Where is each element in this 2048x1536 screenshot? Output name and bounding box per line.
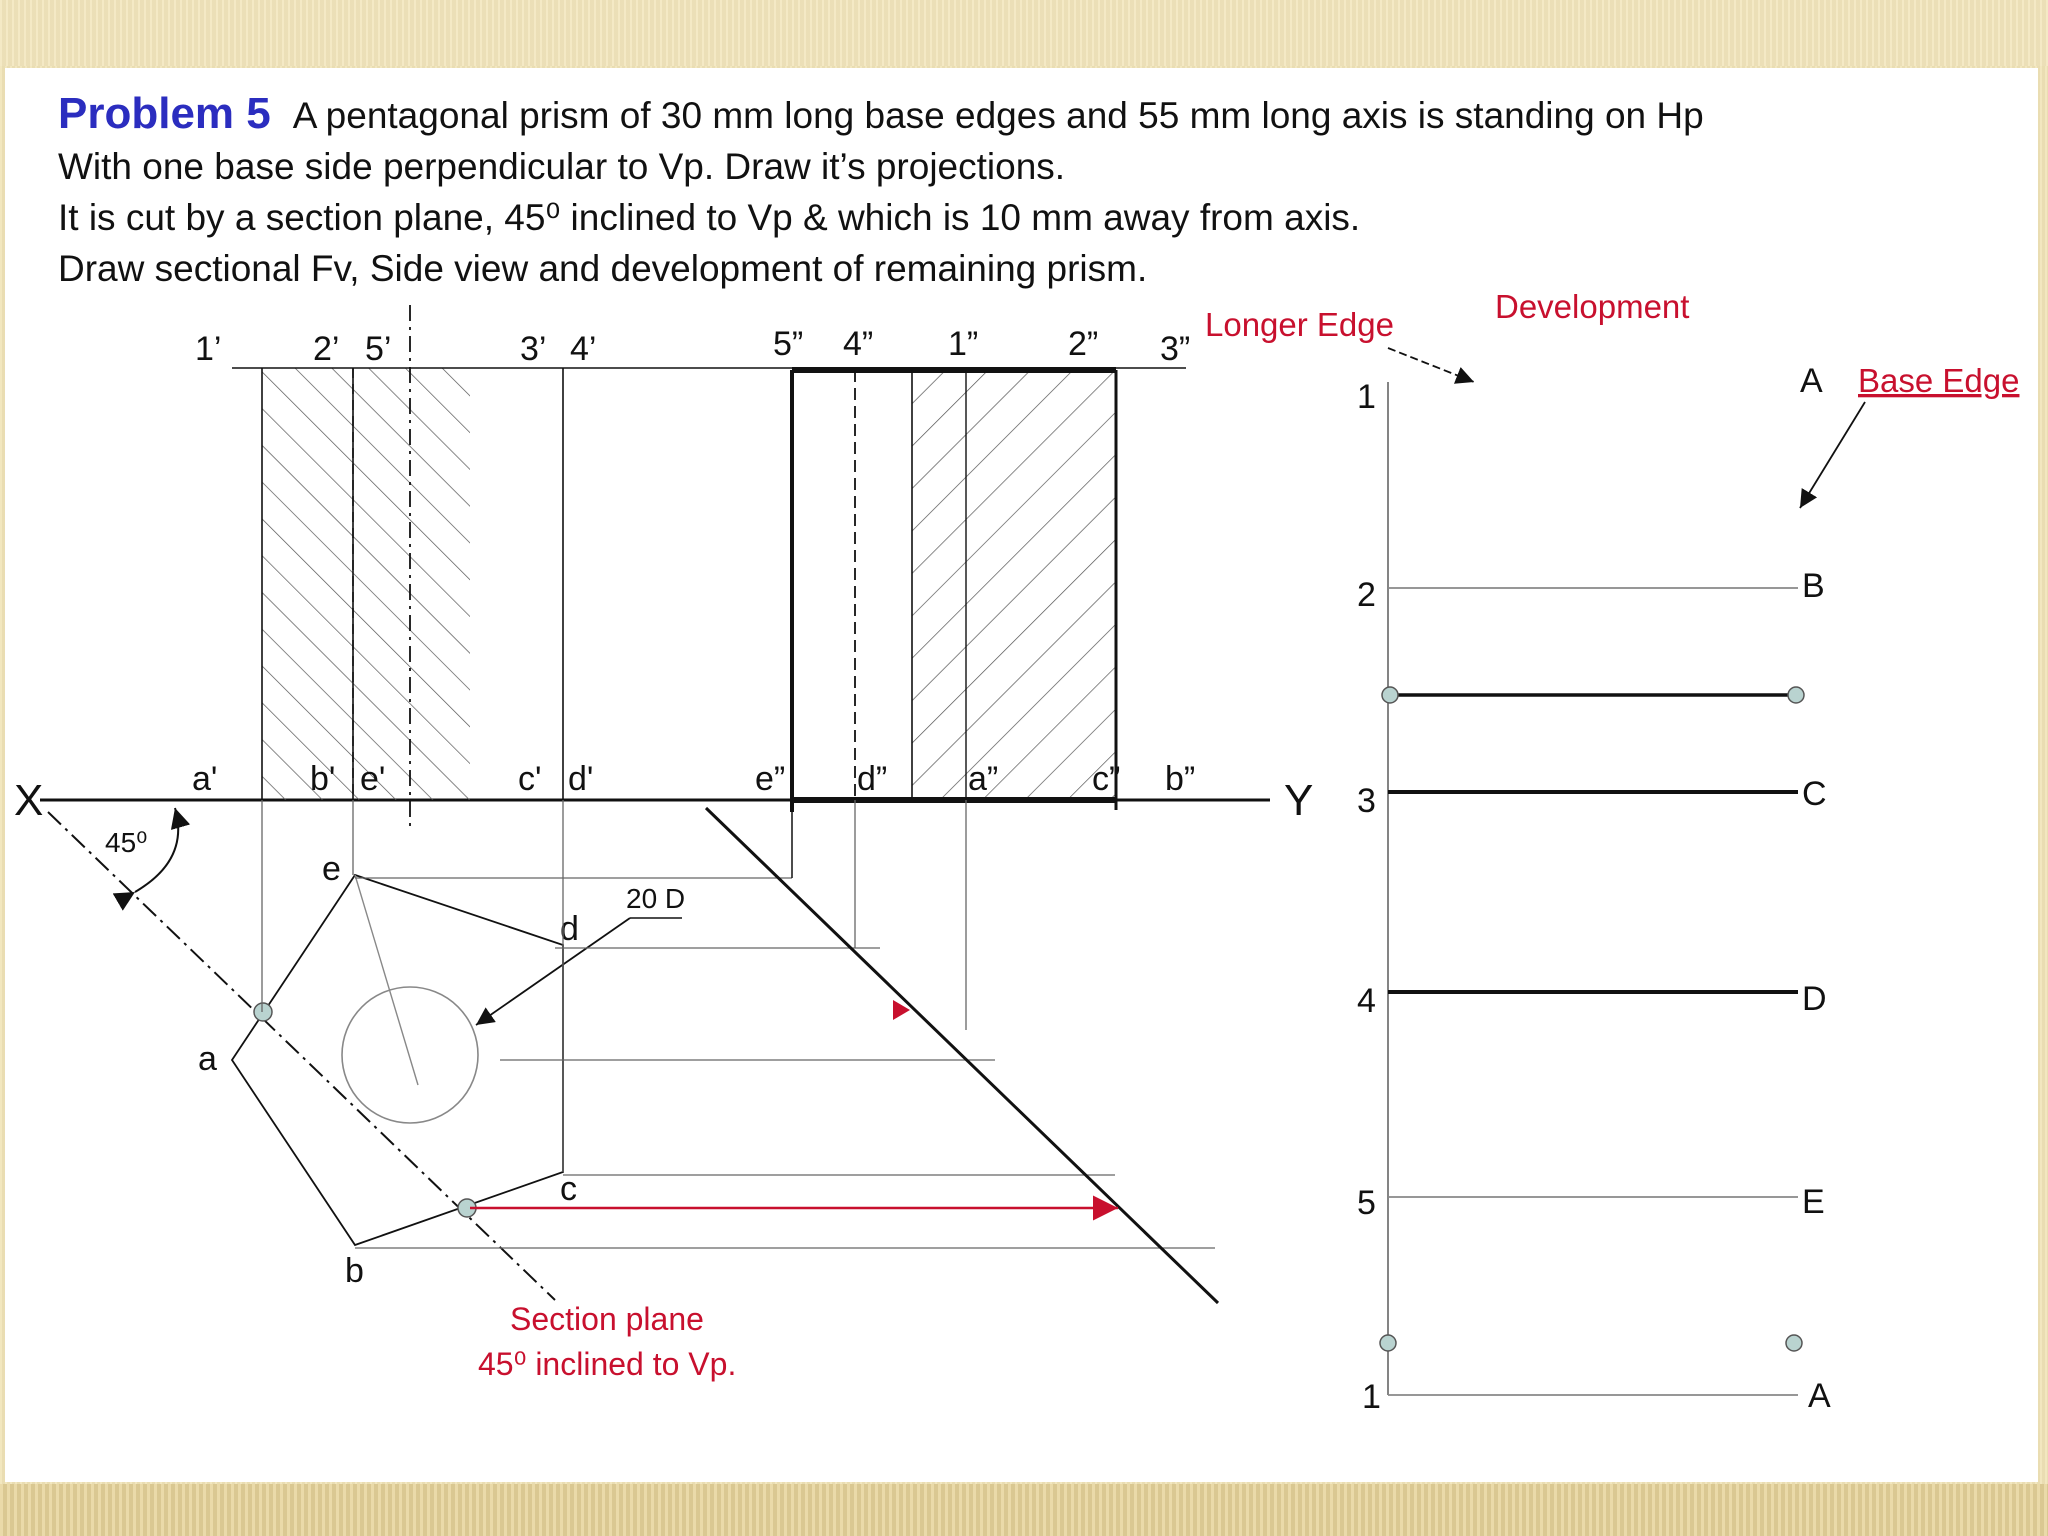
dev-left-number-5: 5 — [1357, 1184, 1376, 1222]
angle-label: 45⁰ — [105, 827, 148, 858]
problem-line-4: Draw sectional Fv, Side view and development of remaining prism. — [58, 248, 1148, 289]
sv-top-label-2: 2” — [1068, 325, 1099, 363]
dev-left-number-3: 3 — [1357, 782, 1376, 820]
problem-number: Problem 5 — [58, 89, 271, 138]
tv-label-d: d — [560, 910, 579, 948]
fv-top-label-2: 2’ — [313, 330, 340, 368]
dev-right-letter-a-bottom: A — [1808, 1377, 1831, 1415]
fv-bottom-label-a: a' — [192, 760, 218, 798]
tv-label-e: e — [322, 850, 341, 888]
fv-top-label-5: 5’ — [365, 330, 392, 368]
section-plane-caption-1: Section plane — [510, 1301, 704, 1337]
fv-top-label-1: 1’ — [195, 330, 222, 368]
fv-bottom-label-e: e' — [360, 760, 386, 798]
dev-point-upper-right — [1788, 687, 1804, 703]
fv-bottom-label-b: b' — [310, 760, 336, 798]
sv-top-label-3: 3” — [1160, 330, 1191, 368]
sv-bottom-label-a: a” — [968, 760, 999, 798]
sv-top-label-5: 5” — [773, 325, 804, 363]
longer-edge-label: Longer Edge — [1205, 306, 1394, 343]
base-edge-arrow — [1800, 402, 1865, 508]
sv-bottom-label-d: d” — [857, 760, 888, 798]
side-view — [755, 325, 1195, 812]
projection-lines — [262, 800, 1215, 1248]
dev-left-number-2: 2 — [1357, 576, 1376, 614]
dev-left-number-1-bottom: 1 — [1362, 1378, 1381, 1416]
development-view — [1205, 288, 2019, 1416]
dim-label: 20 D — [626, 883, 686, 914]
tv-label-a: a — [198, 1040, 217, 1078]
top-view — [48, 808, 685, 1300]
fv-bottom-label-d: d' — [568, 760, 594, 798]
sv-bottom-label-c: c” — [1092, 760, 1121, 798]
dev-point-lower-right — [1786, 1335, 1802, 1351]
dev-point-lower-left — [1380, 1335, 1396, 1351]
transfer-45-line — [706, 808, 1218, 1303]
tv-cut-point-1 — [254, 1003, 272, 1021]
dev-right-letter-e: E — [1802, 1183, 1825, 1221]
sv-bottom-label-b: b” — [1165, 760, 1196, 798]
sv-hatch-area — [912, 370, 1116, 800]
base-edge-label: Base Edge — [1858, 362, 2020, 399]
dev-left-number-4: 4 — [1357, 982, 1376, 1020]
longer-edge-arrow — [1388, 348, 1474, 382]
problem-line-3: It is cut by a section plane, 45⁰ inclined to Vp & which is 10 mm away from axis. — [58, 197, 1361, 238]
sv-bottom-label-e: e” — [755, 760, 786, 798]
x-label: X — [14, 776, 44, 825]
fv-hatch-area — [262, 368, 470, 800]
dev-right-letter-a-top: A — [1800, 362, 1823, 400]
tv-label-c: c — [560, 1170, 577, 1208]
development-title: Development — [1495, 288, 1690, 325]
section-plane-caption-2: 45⁰ inclined to Vp. — [478, 1346, 737, 1382]
y-label: Y — [1284, 776, 1314, 825]
tv-radius-line — [355, 875, 418, 1085]
fv-top-label-3: 3’ — [520, 330, 547, 368]
dev-right-letter-d: D — [1802, 980, 1827, 1018]
dev-right-letter-b: B — [1802, 567, 1825, 605]
fv-top-label-4: 4’ — [570, 330, 597, 368]
problem-line-2: With one base side perpendicular to Vp. Draw it’s projections. — [58, 146, 1066, 187]
tv-inscribed-circle — [342, 987, 478, 1123]
sv-top-label-1: 1” — [948, 325, 979, 363]
dev-left-number-1-top: 1 — [1357, 378, 1376, 416]
problem-text-1: A pentagonal prism of 30 mm long base edges and 55 mm long axis is standing on Hp — [292, 95, 1704, 136]
sv-top-label-4: 4” — [843, 325, 874, 363]
dev-right-letter-c: C — [1802, 775, 1827, 813]
fv-bottom-label-c: c' — [518, 760, 542, 798]
tv-label-b: b — [345, 1252, 364, 1290]
dim-leader-arrow — [476, 918, 630, 1025]
section-plane-trace — [48, 812, 555, 1300]
dev-point-upper-left — [1382, 687, 1398, 703]
